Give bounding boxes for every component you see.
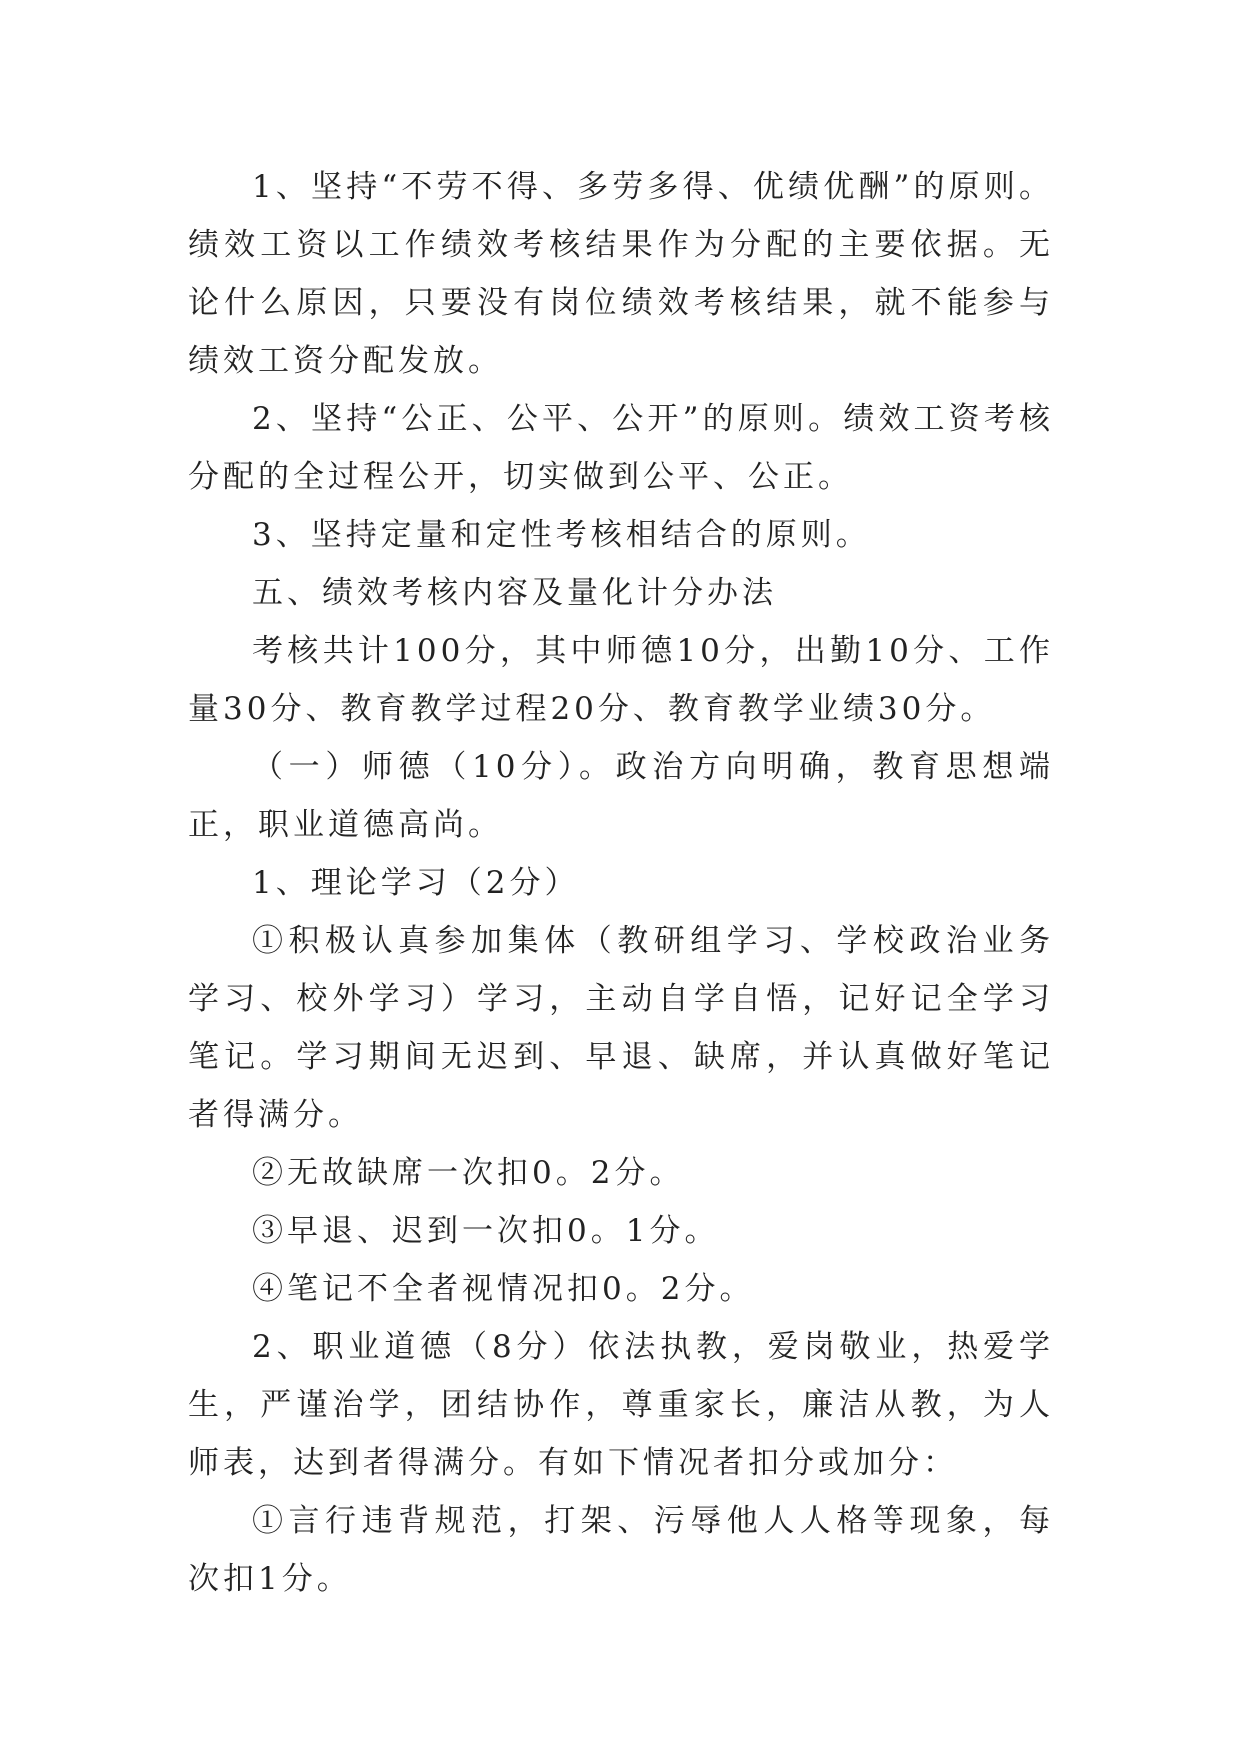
paragraph-principle-2: 2、坚持“公正、公平、公开”的原则。绩效工资考核分配的全过程公开，切实做到公平、公正。 (188, 401, 1054, 495)
document-body (188, 158, 1054, 1608)
item-heading-professional-ethics: 2、职业道德（8分）依法执教，爱岗敬业，热爱学生，严谨治学，团结协作，尊重家长，廉洁从教，为人师表，达到者得满分。有如下情况者扣分或加分： (188, 1329, 1054, 1481)
list-item: ④笔记不全者视情况扣0。2分。 (252, 1271, 755, 1307)
paragraph-principle-1: 1、坚持“不劳不得、多劳多得、优绩优酬”的原则。绩效工资以工作绩效考核结果作为分配的主要依据。无论什么原因，只要没有岗位绩效考核结果，就不能参与绩效工资分配发放。 (188, 169, 1054, 379)
section-heading-5: 五、绩效考核内容及量化计分办法 (252, 575, 777, 611)
list-item: ①言行违背规范，打架、污辱他人人格等现象，每次扣1分。 (188, 1503, 1054, 1597)
list-item: ③早退、迟到一次扣0。1分。 (252, 1213, 720, 1249)
subsection-heading-ethics: （一）师德（10分）。政治方向明确，教育思想端正，职业道德高尚。 (188, 749, 1054, 843)
item-heading-theory-study: 1、理论学习（2分） (252, 865, 580, 901)
list-item: ①积极认真参加集体（教研组学习、学校政治业务学习、校外学习）学习，主动自学自悟，记好记全学习笔记。学习期间无迟到、早退、缺席，并认真做好笔记者得满分。 (188, 923, 1054, 1133)
paragraph-principle-3: 3、坚持定量和定性考核相结合的原则。 (252, 517, 871, 553)
list-item: ②无故缺席一次扣0。2分。 (252, 1155, 685, 1191)
paragraph-score-total: 考核共计100分，其中师德10分，出勤10分、工作量30分、教育教学过程20分、教育教学业绩30分。 (188, 633, 1054, 727)
